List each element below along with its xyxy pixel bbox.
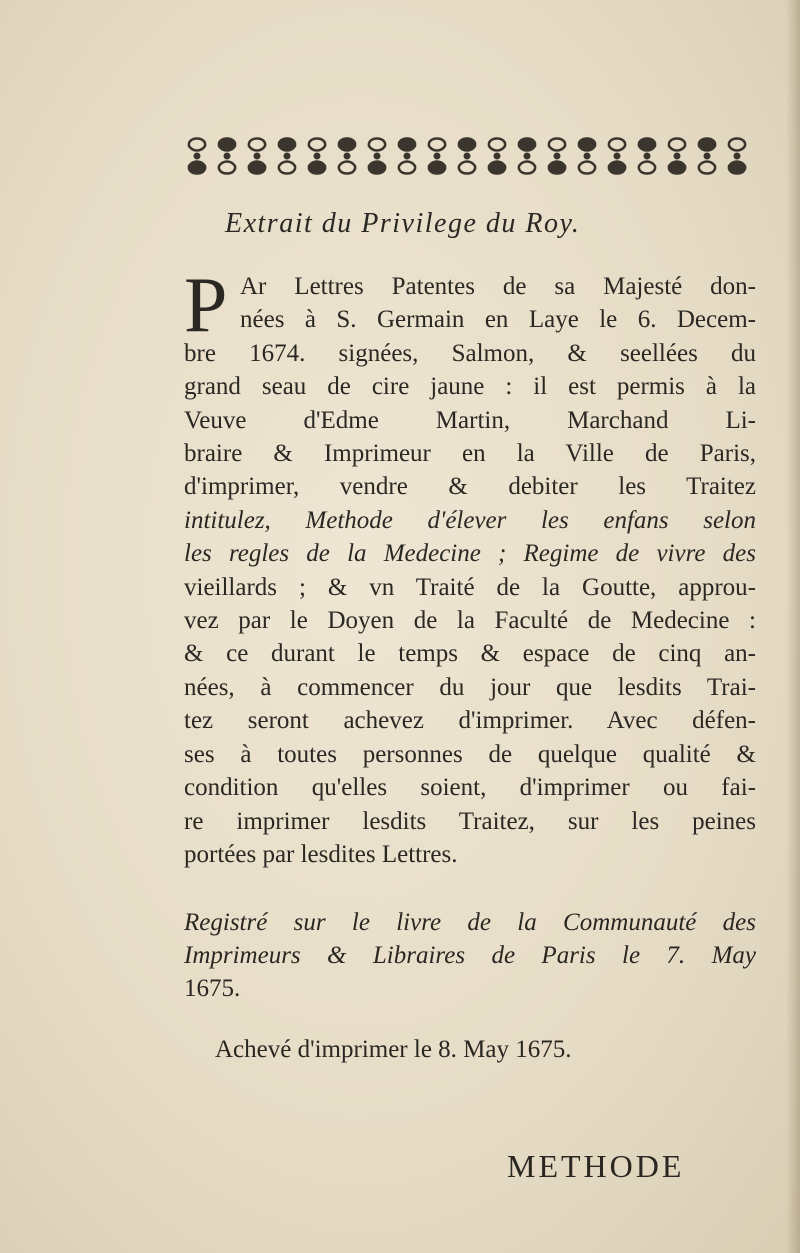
fleuron-glyph [219,139,235,174]
fleuron-glyph [729,139,745,174]
body-line: condition qu'elles soient, d'imprimer ou fai- [184,774,756,802]
body-line: ses à toutes personnes de quelque qualité & [184,740,756,768]
fleuron-glyph [669,139,685,174]
body-line: braire & Imprimeur en la Ville de Paris, [184,440,756,468]
body-line: nées, à commencer du jour que lesdits Trai- [184,673,756,701]
fleuron-glyph [429,139,445,174]
body-line: nées à S. Germain en Laye le 6. Decem- [240,306,756,334]
body-line: & ce durant le temps & espace de cinq an- [184,640,756,668]
privilege-title: Extrait du Privilege du Roy. [225,208,581,239]
body-line: bre 1674. signées, Salmon, & seellées du [184,339,756,367]
fleuron-glyph [609,139,625,174]
drop-cap: P [184,261,228,348]
privilege-body [184,261,756,871]
fleuron-glyph [279,139,295,174]
fleuron-glyph [699,139,715,174]
registration-line: Registré sur le livre de la Communauté des [184,909,756,936]
fleuron-glyph [489,139,505,174]
ornamental-fleuron-band [182,132,752,178]
body-line: grand seau de cire jaune : il est permis à la [184,373,756,401]
body-line: Veuve d'Edme Martin, Marchand Li- [184,406,756,434]
fleuron-glyph [399,139,415,174]
fleuron-glyph [309,139,325,174]
body-line: re imprimer lesdits Traitez, sur les peines [184,807,756,835]
body-line: vez par le Doyen de la Faculté de Medecine : [184,607,756,635]
body-line: portées par lesdites Lettres. [184,840,458,868]
body-line: tez seront achevez d'imprimer. Avec défen- [184,707,756,735]
registration-line: 1675. [184,975,241,1002]
fleuron-glyph [549,139,565,174]
fleuron-glyph [639,139,655,174]
catchword: METHODE [507,1148,685,1184]
fleuron-glyph [579,139,595,174]
body-line: d'imprimer, vendre & debiter les Traitez [184,473,756,501]
fleuron-glyph [189,139,205,174]
body-line: intitulez, Methode d'élever les enfans selon [184,506,756,534]
fleuron-glyph [339,139,355,174]
body-line: Ar Lettres Patentes de sa Majesté don- [240,273,756,300]
fleuron-glyph [249,139,265,174]
registration-note [184,906,756,1005]
page-edge-shadow [786,0,800,1253]
fleuron-glyph [369,139,385,174]
body-line: vieillards ; & vn Traité de la Goutte, approu- [184,573,756,601]
fleuron-glyph [459,139,475,174]
registration-line: Imprimeurs & Libraires de Paris le 7. May [184,942,756,969]
printing-completed-note: Achevé d'imprimer le 8. May 1675. [215,1036,572,1063]
fleuron-glyph [519,139,535,174]
body-line: les regles de la Medecine ; Regime de vivre des [184,540,756,568]
